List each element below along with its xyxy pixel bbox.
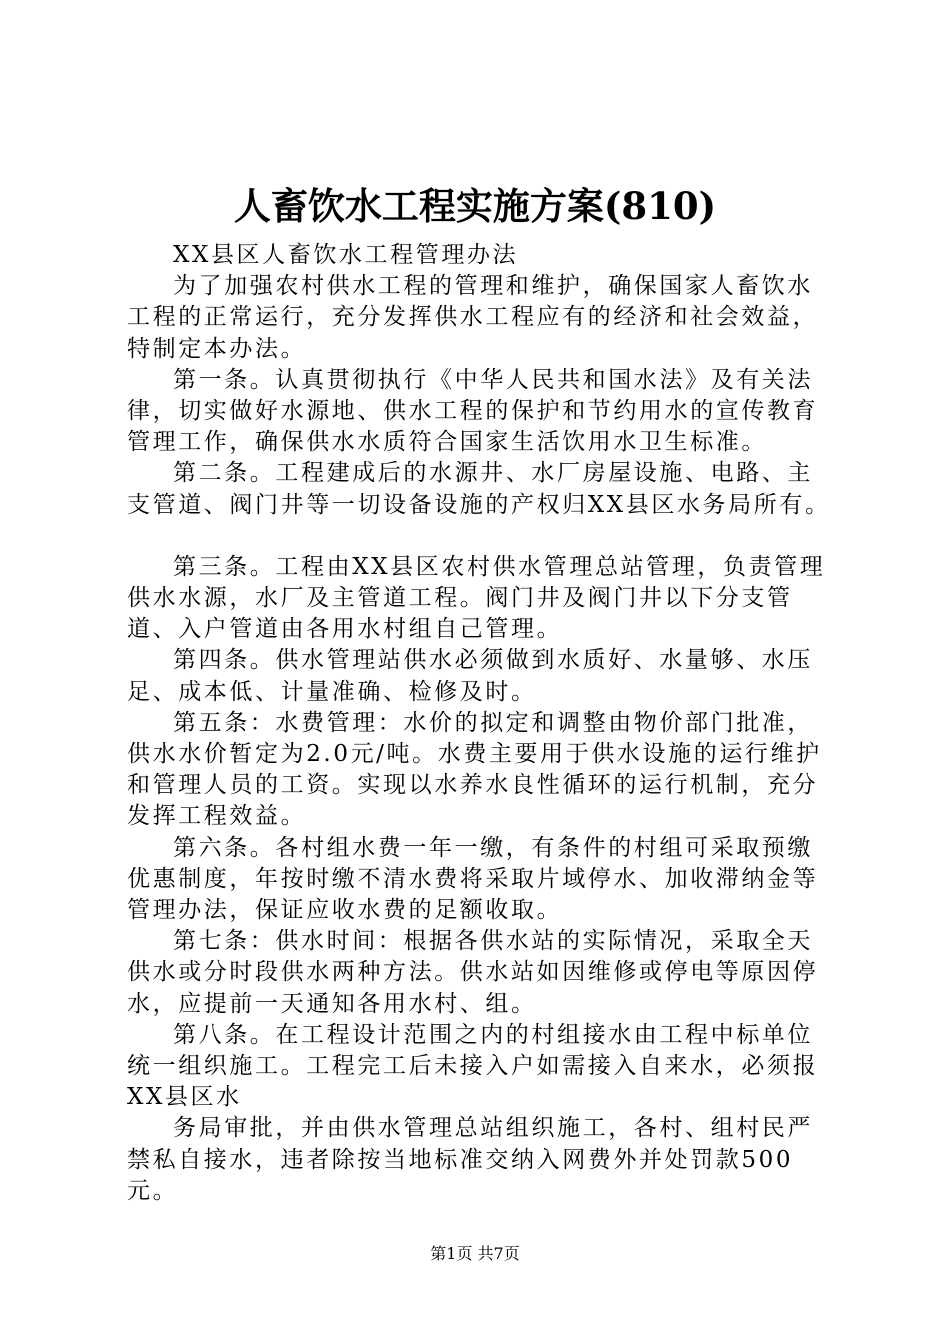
paragraph-article-8: 第八条。在工程设计范围之内的村组接水由工程中标单位统一组织施工。工程完工后未接入户如需接入自来水，必须报XX县区水 xyxy=(127,1021,819,1111)
paragraph-article-1: 第一条。认真贯彻执行《中华人民共和国水法》及有关法律，切实做好水源地、供水工程的保护和节约用水的宣传教育管理工作，确保供水水质符合国家生活饮用水卫生标准。 xyxy=(127,366,819,456)
paragraph-article-5: 第五条：水费管理：水价的拟定和调整由物价部门批准，供水水价暂定为2.0元/吨。水费主要用于供水设施的运行维护和管理人员的工资。实现以水养水良性循环的运行机制，充分发挥工程效益。 xyxy=(127,709,822,830)
paragraph-intro: 为了加强农村供水工程的管理和维护，确保国家人畜饮水工程的正常运行，充分发挥供水工程应有的经济和社会效益，特制定本办法。 xyxy=(127,273,819,362)
document-body xyxy=(127,240,835,1207)
paragraph-article-3: 第三条。工程由XX县区农村供水管理总站管理，负责管理供水水源，水厂及主管道工程。阀门井及阀门井以下分支管道、入户管道由各用水村组自己管理。 xyxy=(127,553,826,643)
paragraph-article-8-continued: 务局审批，并由供水管理总站组织施工，各村、组村民严禁私自接水，违者除按当地标准交纳入网费外并处罚款500元。 xyxy=(127,1115,813,1204)
paragraph-article-2: 第二条。工程建成后的水源井、水厂房屋设施、电路、主支管道、阀门井等一切设备设施的产权归XX县区水务局所有。 xyxy=(127,460,831,518)
page-number: 第1页 共7页 xyxy=(430,1244,520,1263)
paragraph-article-7: 第七条：供水时间：根据各供水站的实际情况，采取全天供水或分时段供水两种方法。供水站如因维修或停电等原因停水，应提前一天通知各用水村、组。 xyxy=(127,928,819,1017)
paragraph-article-6: 第六条。各村组水费一年一缴，有条件的村组可采取预缴优惠制度，年按时缴不清水费将采取片域停水、加收滞纳金等管理办法，保证应收水费的足额收取。 xyxy=(127,834,819,924)
document-title: 人畜饮水工程实施方案(810) xyxy=(233,184,717,228)
paragraph-article-4: 第四条。供水管理站供水必须做到水质好、水量够、水压足、成本低、计量准确、检修及时。 xyxy=(127,647,813,705)
document-subtitle: XX县区人畜饮水工程管理办法 xyxy=(173,242,519,268)
blank-line xyxy=(127,521,835,552)
